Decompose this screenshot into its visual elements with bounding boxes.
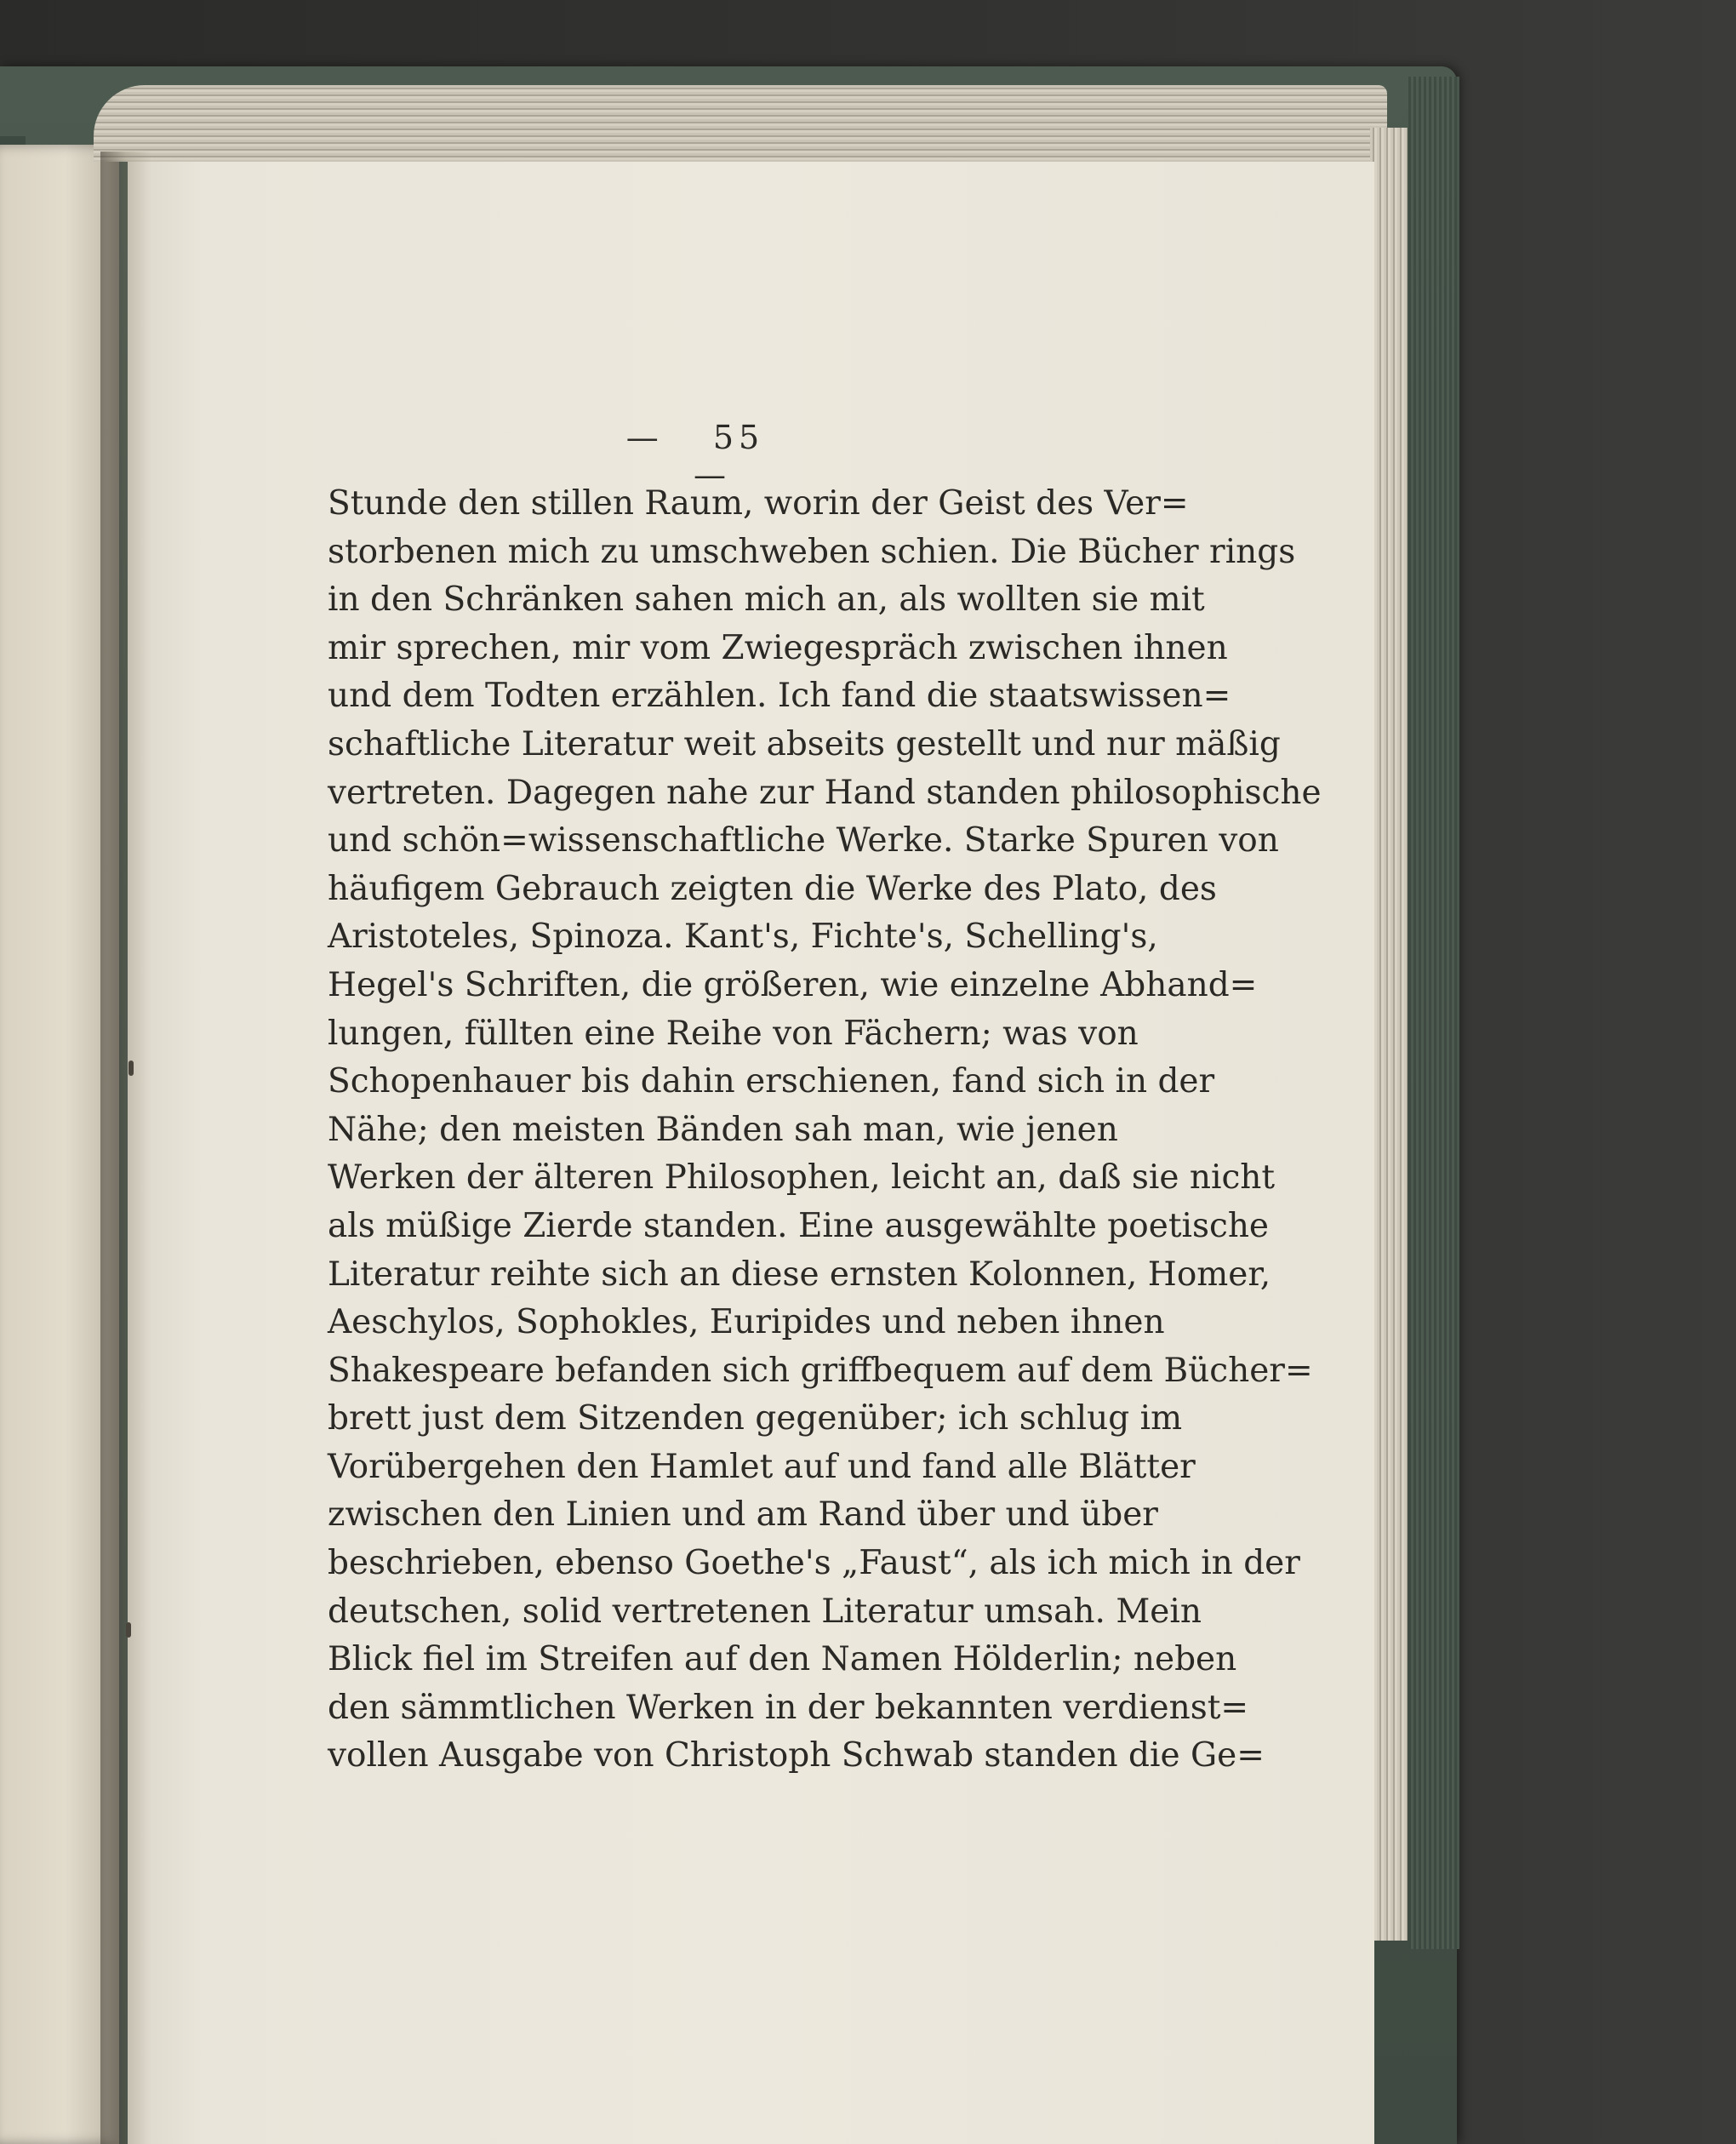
- text-line: Aristoteles, Spinoza. Kant's, Fichte's, Schelling's,: [328, 918, 1158, 957]
- text-line: brett just dem Sitzenden gegenüber; ich schlug im: [328, 1399, 1183, 1438]
- header-dash-left: —: [625, 419, 664, 456]
- margin-mark: [126, 1622, 131, 1638]
- text-line: storbenen mich zu umschweben schien. Die Bücher rings: [328, 532, 1296, 571]
- text-line: beschrieben, ebenso Goethe's „Faust“, als ich mich in der: [328, 1544, 1300, 1583]
- text-line: lungen, füllten eine Reihe von Fächern; was von: [328, 1014, 1139, 1053]
- text-line: zwischen den Linien und am Rand über und über: [328, 1495, 1158, 1535]
- text-line: in den Schränken sahen mich an, als wollten sie mit: [328, 580, 1205, 620]
- book-cover-edge: [1408, 77, 1459, 1949]
- page-stack-right-edge: [1370, 128, 1408, 1941]
- text-line: häufigem Gebrauch zeigten die Werke des Plato, des: [328, 869, 1217, 908]
- text-line: Literatur reihte sich an diese ernsten Kolonnen, Homer,: [328, 1255, 1271, 1294]
- text-line: vollen Ausgabe von Christoph Schwab standen die Ge=: [328, 1736, 1265, 1775]
- text-line: Werken der älteren Philosophen, leicht an, daß sie nicht: [328, 1158, 1276, 1198]
- text-line: den sämmtlichen Werken in der bekannten verdienst=: [328, 1688, 1249, 1727]
- text-line: Hegel's Schriften, die größeren, wie einzelne Abhand=: [328, 965, 1258, 1004]
- gutter-shadow: [100, 152, 151, 2144]
- text-line: Vorübergehen den Hamlet auf und fand alle Blätter: [328, 1447, 1196, 1486]
- text-line: Shakespeare befanden sich griffbequem auf dem Bücher=: [328, 1351, 1313, 1390]
- text-line: Blick fiel im Streifen auf den Namen Hölderlin; neben: [328, 1640, 1237, 1679]
- page-stack-top-edge: [94, 85, 1387, 162]
- body-text: [328, 480, 1322, 1781]
- text-line: Stunde den stillen Raum, worin der Geist des Ver=: [328, 484, 1189, 523]
- text-line: schaftliche Literatur weit abseits gestellt und nur mäßig: [328, 724, 1281, 763]
- text-line: und schön=wissenschaftliche Werke. Starke Spuren von: [328, 821, 1279, 860]
- margin-mark: [128, 1061, 134, 1076]
- text-line: als müßige Zierde standen. Eine ausgewählte poetische: [328, 1206, 1270, 1245]
- text-line: Schopenhauer bis dahin erschienen, fand sich in der: [328, 1062, 1215, 1101]
- text-line: Aeschylos, Sophokles, Euripides und neben ihnen: [328, 1303, 1165, 1342]
- header-dash-right: —: [694, 456, 731, 494]
- text-line: deutschen, solid vertretenen Literatur umsah. Mein: [328, 1592, 1202, 1631]
- page-number: 55: [712, 419, 765, 456]
- text-line: mir sprechen, mir vom Zwiegespräch zwischen ihnen: [328, 628, 1228, 667]
- text-line: und dem Todten erzählen. Ich fand die staatswissen=: [328, 677, 1231, 716]
- text-line: vertreten. Dagegen nahe zur Hand standen philosophische: [328, 773, 1322, 812]
- text-line: Nähe; den meisten Bänden sah man, wie jenen: [328, 1110, 1118, 1149]
